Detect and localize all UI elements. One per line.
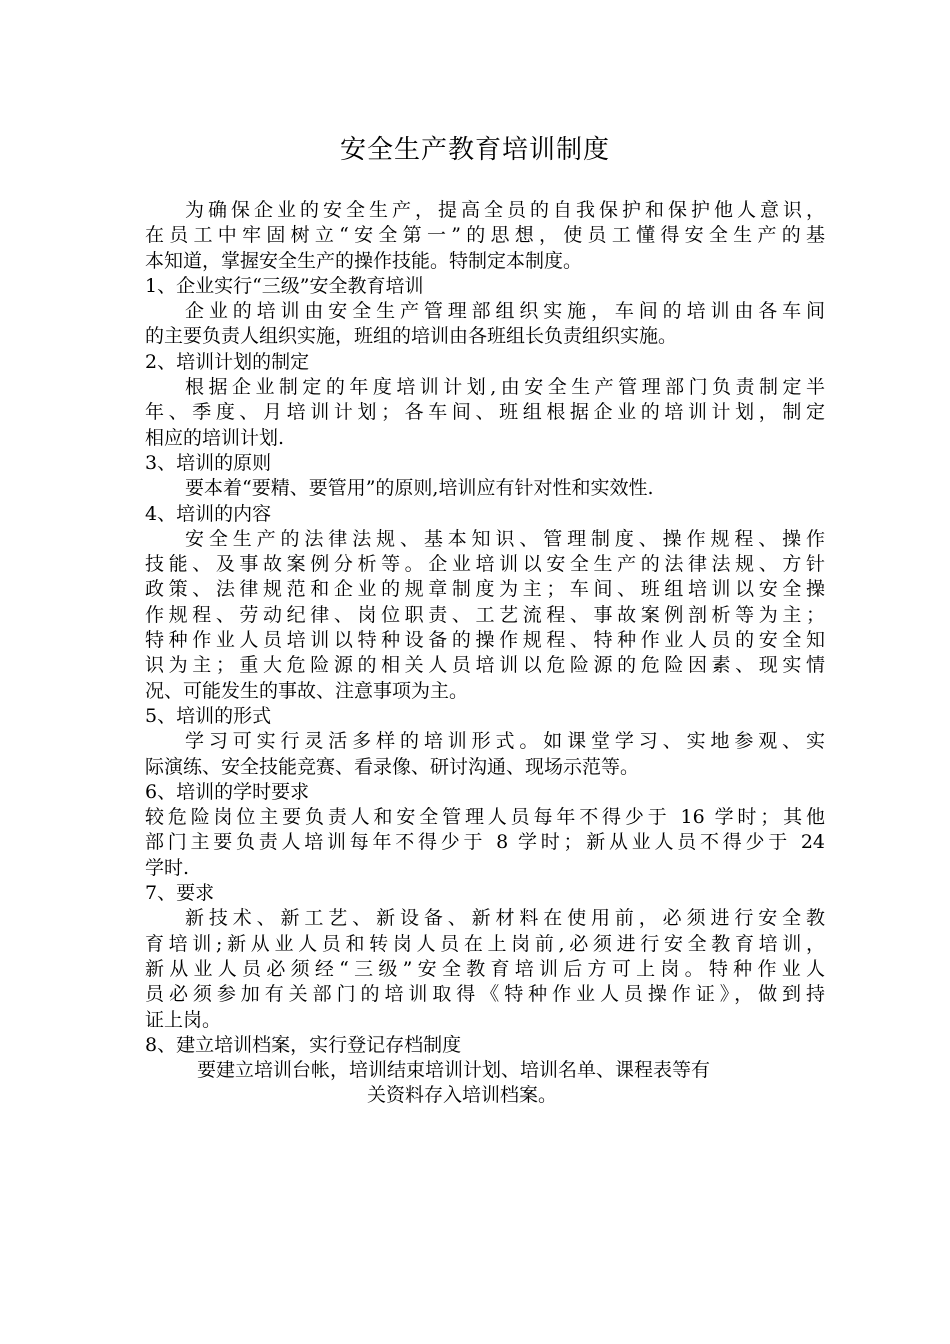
text-line: 的主要负责人组织实施，班组的培训由各班组长负责组织实施。: [145, 325, 678, 348]
text-line: 本知道，掌握安全生产的操作技能。特制定本制度。: [145, 249, 583, 272]
page-title: 安全生产教育培训制度: [339, 135, 610, 165]
text-line: 企业的培训由安全生产管理部组织实施，车间的培训由各车间: [185, 300, 825, 323]
text-line: 际演练、安全技能竞赛、看录像、研讨沟通、现场示范等。: [145, 755, 640, 778]
text-line: 育培训;新从业人员和转岗人员在上岗前,必须进行安全教育培训，: [145, 932, 825, 955]
text-line: 3、培训的原则: [145, 451, 272, 474]
text-line: 要建立培训台帐，培训结束培训计划、培训名单、课程表等有: [197, 1059, 711, 1082]
text-line: 新从业人员必须经“三级”安全教育培训后方可上岗。特种作业人: [145, 957, 825, 980]
text-line: 为确保企业的安全生产，提高全员的自我保护和保护他人意识，: [185, 199, 825, 221]
text-line: 6、培训的学时要求: [145, 780, 310, 803]
text-line: 年、季度、月培训计划；各车间、班组根据企业的培训计划，制定: [145, 401, 825, 424]
text-line: 5、培训的形式: [145, 704, 272, 727]
text-line: 安全生产的法律法规、基本知识、管理制度、操作规程、操作: [185, 527, 825, 550]
text-line: 2、培训计划的制定: [145, 350, 310, 373]
text-line: 作规程、劳动纪律、岗位职责、工艺流程、事故案例剖析等为主；: [145, 603, 825, 626]
text-line: 学习可实行灵活多样的培训形式。如课堂学习、实地参观、实: [185, 730, 825, 753]
text-line: 技能、及事故案例分析等。企业培训以安全生产的法律法规、方针: [145, 553, 825, 576]
text-line: 员必须参加有关部门的培训取得《特种作业人员操作证》，做到持: [145, 983, 825, 1006]
text-line: 较危险岗位主要负责人和安全管理人员每年不得少于 16 学时；其他: [145, 806, 825, 829]
text-line: 况、可能发生的事故、注意事项为主。: [145, 679, 469, 702]
text-line: 识为主；重大危险源的相关人员培训以危险源的危险因素、现实情: [145, 654, 825, 677]
text-line: 1、企业实行“三级”安全教育培训: [145, 274, 424, 297]
document-body: [145, 198, 825, 1109]
text-line: 相应的培训计划.: [145, 426, 285, 449]
text-line: 要本着“要精、要管用”的原则,培训应有针对性和实效性.: [185, 477, 654, 500]
text-line: 4、培训的内容: [145, 502, 272, 525]
text-line: 特种作业人员培训以特种设备的操作规程、特种作业人员的安全知: [145, 629, 825, 652]
text-line: 部门主要负责人培训每年不得少于 8 学时；新从业人员不得少于 24: [145, 831, 825, 854]
text-line: 在员工中牢固树立“安全第一”的思想，使员工懂得安全生产的基: [145, 224, 825, 247]
text-line: 8、建立培训档案，实行登记存档制度: [145, 1033, 462, 1056]
text-line: 政策、法律规范和企业的规章制度为主；车间、班组培训以安全操: [145, 578, 825, 601]
text-line: 根据企业制定的年度培训计划,由安全生产管理部门负责制定半: [185, 376, 825, 399]
text-line: 学时.: [145, 856, 190, 879]
text-line: 证上岗。: [145, 1008, 222, 1031]
text-line: 关资料存入培训档案。: [367, 1084, 558, 1107]
text-line: 7、要求: [145, 882, 215, 905]
text-line: 新技术、新工艺、新设备、新材料在使用前，必须进行安全教: [185, 907, 825, 930]
